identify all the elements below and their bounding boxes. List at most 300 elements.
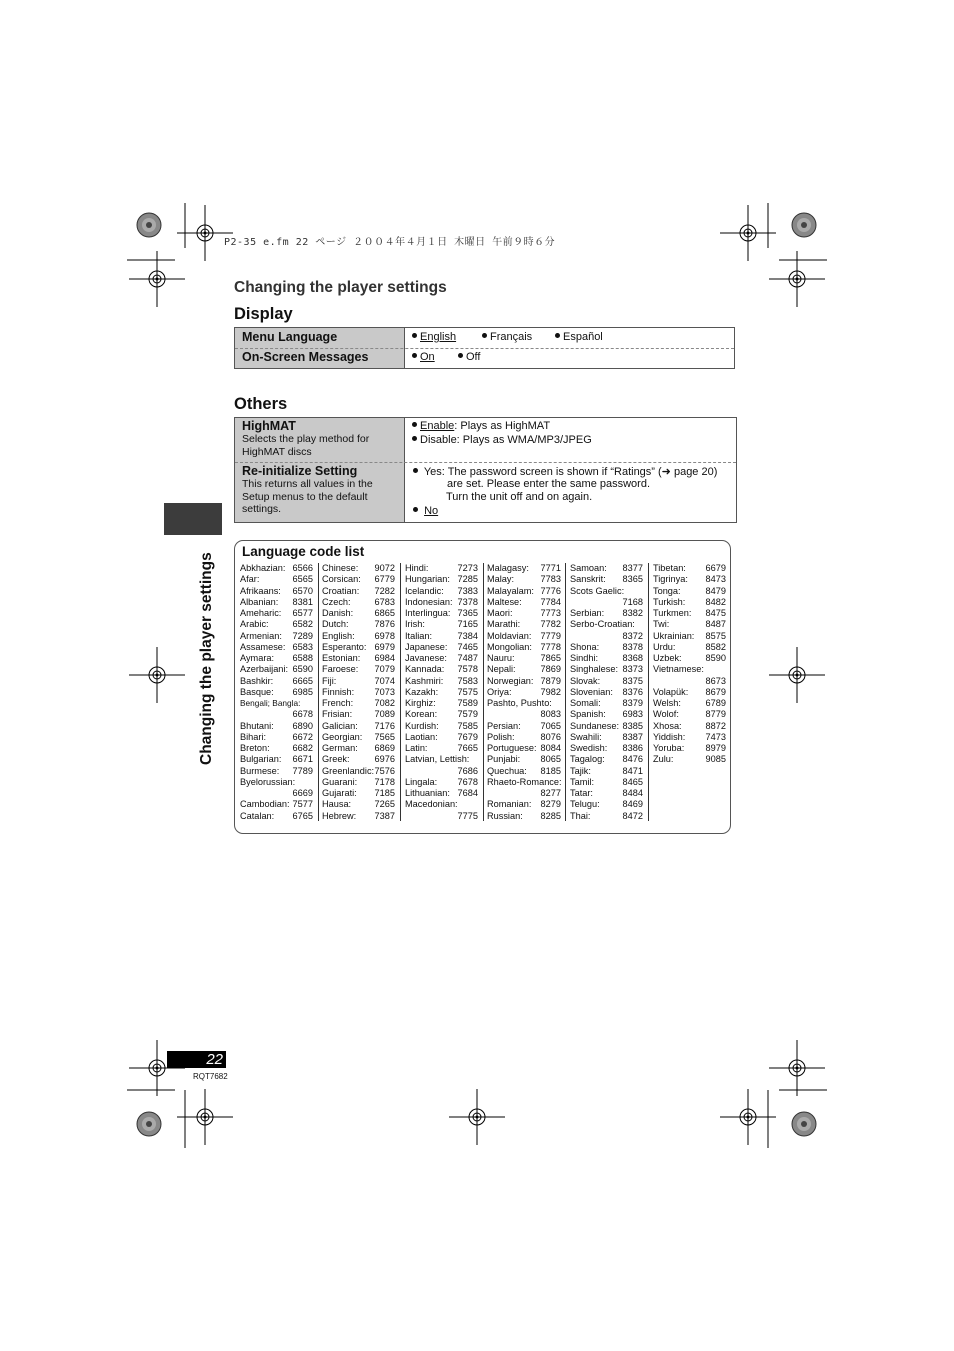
language-code: 7778 [540, 641, 561, 652]
language-code: 7679 [457, 731, 478, 742]
language-entry [570, 563, 643, 574]
language-code: 9085 [705, 754, 726, 765]
display-table [234, 327, 735, 369]
language-name: Lingala: [405, 776, 438, 787]
menu-language-option-english[interactable]: English [412, 331, 456, 343]
language-name: Sanskrit: [570, 574, 606, 585]
language-entry [405, 642, 478, 653]
language-entry [405, 653, 478, 664]
language-column-4 [487, 563, 561, 822]
language-name: Greenlandic: [322, 765, 375, 776]
language-code: 7185 [374, 788, 395, 798]
language-entry [570, 608, 643, 619]
language-code: 7771 [540, 563, 561, 573]
language-name: Shona: [570, 641, 600, 652]
language-name: Tigrinya: [653, 574, 688, 585]
language-code: 6985 [292, 686, 313, 697]
language-entry [487, 563, 561, 574]
language-name: Rhaeto-Romance: [487, 776, 562, 787]
language-entry [653, 642, 726, 653]
language-code: 7273 [457, 563, 478, 573]
language-entry [405, 574, 478, 585]
language-code: 7282 [374, 585, 395, 596]
highmat-option-enable[interactable]: Enable: Plays as HighMAT [412, 420, 550, 432]
language-entry [405, 721, 478, 732]
language-code: 6783 [374, 596, 395, 607]
page-number: 22 [167, 1051, 226, 1068]
language-entry [322, 732, 395, 743]
language-entry [487, 811, 561, 822]
language-name: Georgian: [322, 731, 363, 742]
language-entry [405, 799, 478, 810]
language-entry [653, 664, 726, 675]
language-name: Norwegian: [487, 675, 534, 686]
language-code: 6865 [374, 608, 395, 618]
language-name: Serbo-Croatian: [570, 619, 635, 630]
language-entry [487, 676, 561, 687]
language-name: Hindi: [405, 563, 429, 573]
onscreen-option-off[interactable]: Off [458, 351, 480, 363]
language-entry [322, 799, 395, 810]
language-name: Thai: [570, 810, 591, 821]
language-code: 8375 [622, 675, 643, 686]
row-divider [235, 348, 734, 349]
language-name: Fiji: [322, 675, 337, 686]
language-code: 6984 [374, 653, 395, 663]
language-name: Bashkir: [240, 675, 274, 686]
language-name: Portuguese: [487, 743, 537, 753]
language-code: 6779 [374, 574, 395, 585]
language-code: 6678 [292, 709, 313, 720]
language-code: 8484 [622, 788, 643, 798]
language-name: Kirghiz: [405, 698, 436, 708]
language-name: Greek: [322, 754, 350, 765]
language-name: Moldavian: [487, 630, 532, 641]
language-entry [322, 597, 395, 608]
language-name: Assamese: [240, 641, 286, 652]
language-entry [570, 811, 643, 822]
language-code: 7579 [457, 709, 478, 720]
language-code: 6682 [292, 743, 313, 753]
language-entry [322, 811, 395, 822]
language-name: Azerbaijani: [240, 664, 289, 675]
language-entry [487, 653, 561, 664]
language-entry [487, 799, 561, 810]
language-entry [487, 709, 561, 720]
language-name: Chinese: [322, 563, 359, 573]
language-name: Tatar: [570, 788, 593, 798]
language-code: 8465 [622, 776, 643, 787]
language-entry [570, 766, 643, 777]
language-code: 8582 [705, 641, 726, 652]
language-name: Turkmen: [653, 608, 692, 618]
language-entry [487, 766, 561, 777]
language-code: 7073 [374, 686, 395, 697]
language-code: 6588 [292, 653, 313, 663]
reinit-label [242, 464, 392, 516]
language-entry [653, 743, 726, 754]
language-name: Punjabi: [487, 754, 521, 765]
language-code: 8482 [705, 596, 726, 607]
language-code: 7678 [457, 776, 478, 787]
language-name: Hausa: [322, 799, 352, 810]
language-name: Somali: [570, 698, 601, 708]
language-code: 8372 [622, 630, 643, 641]
language-entry [570, 732, 643, 743]
language-code: 7982 [540, 686, 561, 697]
language-entry [322, 788, 395, 799]
language-entry [322, 664, 395, 675]
language-entry [405, 754, 478, 765]
language-name: Romanian: [487, 799, 532, 810]
highmat-option-disable[interactable]: Disable: Plays as WMA/MP3/JPEG [412, 434, 592, 446]
language-name: Croatian: [322, 585, 360, 596]
language-code: 7684 [457, 788, 478, 798]
highmat-label [242, 419, 392, 458]
language-entry [653, 732, 726, 743]
language-name: Kurdish: [405, 720, 439, 731]
language-code: 7079 [374, 664, 395, 675]
language-name: Swahili: [570, 731, 602, 742]
language-entry [487, 619, 561, 630]
language-code: 7473 [705, 731, 726, 742]
language-entry [322, 586, 395, 597]
language-entry [322, 676, 395, 687]
language-code: 9072 [374, 563, 395, 573]
language-entry [240, 608, 313, 619]
language-entry [240, 754, 313, 765]
language-entry [405, 676, 478, 687]
language-code: 8378 [622, 641, 643, 652]
language-code: 6979 [374, 641, 395, 652]
language-name: Tamil: [570, 776, 594, 787]
language-entry [487, 754, 561, 765]
language-entry [322, 777, 395, 788]
language-code: 6890 [292, 720, 313, 731]
language-name: Javanese: [405, 653, 447, 663]
language-entry [487, 664, 561, 675]
language-name: Bengali; Bangla: [240, 698, 301, 708]
language-code: 6976 [374, 754, 395, 765]
language-code: 8487 [705, 619, 726, 630]
language-entry [653, 586, 726, 597]
language-name: Kazakh: [405, 686, 439, 697]
language-code: 7585 [457, 720, 478, 731]
language-name: Estonian: [322, 653, 361, 663]
language-entry [653, 676, 726, 687]
language-code: 8472 [622, 810, 643, 821]
language-entry [570, 687, 643, 698]
side-section-title: Changing the player settings [198, 552, 215, 765]
language-name: Yiddish: [653, 731, 686, 742]
language-name: Guarani: [322, 776, 358, 787]
language-name: Armenian: [240, 630, 282, 641]
language-entry [240, 676, 313, 687]
bullet-icon [482, 333, 487, 338]
reinit-desc: This returns all values in the Setup menus to the default settings. [242, 478, 373, 515]
language-name: Mongolian: [487, 641, 532, 652]
language-name: Interlingua: [405, 608, 451, 618]
language-code: 6577 [292, 608, 313, 618]
language-name: Italian: [405, 630, 433, 641]
language-name: Urdu: [653, 641, 676, 652]
language-entry [487, 574, 561, 585]
language-code: 7565 [374, 731, 395, 742]
language-entry [322, 563, 395, 574]
language-name: Hungarian: [405, 574, 450, 585]
language-name: Singhalese: [570, 664, 619, 675]
language-code: 6983 [622, 709, 643, 720]
language-code: 8368 [622, 653, 643, 663]
language-name: Samoan: [570, 563, 607, 573]
language-code: 7265 [374, 799, 395, 810]
language-entry [653, 698, 726, 709]
language-entry [405, 811, 478, 822]
language-code: 8979 [705, 743, 726, 753]
language-entry [240, 642, 313, 653]
bullet-icon [412, 333, 417, 338]
language-code: 8376 [622, 686, 643, 697]
language-code: 7879 [540, 675, 561, 686]
language-name: Aymara: [240, 653, 275, 663]
language-entry [322, 574, 395, 585]
language-column-1 [240, 563, 313, 822]
language-name: Maori: [487, 608, 513, 618]
language-name: French: [322, 698, 354, 708]
language-name: Latin: [405, 743, 428, 753]
language-code: 6789 [705, 698, 726, 708]
language-code: 7773 [540, 608, 561, 618]
language-name: Xhosa: [653, 720, 682, 731]
language-entry [322, 653, 395, 664]
language-entry [653, 709, 726, 720]
language-entry [487, 586, 561, 597]
language-entry [240, 597, 313, 608]
language-code: 7387 [374, 810, 395, 821]
reinit-yes-line2: are set. Please enter the same password. [447, 478, 650, 490]
language-code: 8475 [705, 608, 726, 618]
language-code: 8386 [622, 743, 643, 753]
language-name: Turkish: [653, 596, 686, 607]
language-entry [653, 563, 726, 574]
language-name: Malayalam: [487, 585, 534, 596]
language-name: Spanish: [570, 709, 606, 720]
language-code: 8673 [705, 675, 726, 686]
language-entry [405, 586, 478, 597]
language-name: Afrikaans: [240, 585, 281, 596]
display-heading: Display [234, 305, 293, 323]
language-code-list-heading: Language code list [242, 544, 365, 559]
language-code: 7176 [374, 720, 395, 731]
language-code: 7285 [457, 574, 478, 585]
language-name: Faroese: [322, 664, 359, 675]
language-name: Ameharic: [240, 608, 282, 618]
language-name: Bhutani: [240, 720, 274, 731]
language-name: Zulu: [653, 754, 674, 765]
language-name: Esperanto: [322, 641, 367, 652]
language-code: 6583 [292, 641, 313, 652]
language-entry [570, 653, 643, 664]
highmat-desc: Selects the play method for HighMAT discs [242, 433, 370, 458]
language-name: Galician: [322, 720, 358, 731]
language-code: 7378 [457, 596, 478, 607]
language-name: Tibetan: [653, 563, 686, 573]
language-entry [240, 619, 313, 630]
language-entry [405, 777, 478, 788]
language-code: 6566 [292, 563, 313, 573]
language-name: Japanese: [405, 641, 448, 652]
language-name: Dutch: [322, 619, 349, 630]
language-entry [405, 743, 478, 754]
language-column-5 [570, 563, 643, 822]
language-name: Vietnamese: [653, 664, 704, 675]
language-name: Danish: [322, 608, 354, 618]
language-name: Ukrainian: [653, 630, 695, 641]
others-heading: Others [234, 395, 288, 413]
language-code: 6565 [292, 574, 313, 585]
language-entry [322, 608, 395, 619]
language-entry [653, 619, 726, 630]
bullet-icon [412, 353, 417, 358]
language-code: 8471 [622, 765, 643, 776]
language-code: 7576 [374, 765, 395, 776]
language-code: 6570 [292, 585, 313, 596]
language-name: English: [322, 630, 355, 641]
language-name: Volapük: [653, 686, 689, 697]
row-divider [235, 462, 736, 463]
language-entry [570, 754, 643, 765]
language-name: Malagasy: [487, 563, 529, 573]
language-name: Irish: [405, 619, 425, 630]
language-code: 7465 [457, 641, 478, 652]
language-entry [653, 597, 726, 608]
language-name: Afar: [240, 574, 260, 585]
language-name: Persian: [487, 720, 521, 731]
language-entry [240, 811, 313, 822]
highmat-title: HighMAT [242, 419, 296, 433]
language-code: 8365 [622, 574, 643, 585]
language-entry [240, 574, 313, 585]
language-entry [405, 597, 478, 608]
language-code: 6978 [374, 630, 395, 641]
language-code: 7074 [374, 675, 395, 686]
language-entry [240, 687, 313, 698]
language-entry [653, 754, 726, 765]
language-entry [570, 619, 643, 630]
language-entry [487, 777, 561, 788]
language-entry [570, 698, 643, 709]
column-divider [648, 563, 649, 821]
language-entry [322, 642, 395, 653]
language-code: 8476 [622, 754, 643, 765]
language-code: 7383 [457, 585, 478, 596]
language-code: 8590 [705, 653, 726, 663]
language-name: Yoruba: [653, 743, 685, 753]
language-code: 8076 [540, 731, 561, 742]
language-name: Quechua: [487, 765, 527, 776]
language-entry [487, 597, 561, 608]
language-code: 8387 [622, 731, 643, 742]
reinit-yes-line3: Turn the unit off and on again. [446, 491, 593, 503]
language-entry [570, 597, 643, 608]
language-name: Corsican: [322, 574, 361, 585]
language-name: Marathi: [487, 619, 521, 630]
language-entry [570, 721, 643, 732]
language-code: 8379 [622, 698, 643, 708]
bullet-icon [413, 507, 418, 512]
language-entry [653, 721, 726, 732]
language-name: Hebrew: [322, 810, 357, 821]
language-code: 8385 [622, 720, 643, 731]
language-name: Nauru: [487, 653, 515, 663]
language-name: Abkhazian: [240, 563, 286, 573]
language-name: Swedish: [570, 743, 608, 753]
reinit-option-yes[interactable]: Yes: The password screen is shown if “Ratings” (➜ page 20) [413, 465, 717, 478]
language-name: Gujarati: [322, 788, 357, 798]
language-code: 8473 [705, 574, 726, 585]
language-name: Byelorussian: [240, 776, 296, 787]
language-name: Slovak: [570, 675, 601, 686]
language-code: 8065 [540, 754, 561, 765]
menu-language-option-espanol[interactable]: Español [555, 331, 603, 343]
language-entry [487, 721, 561, 732]
language-entry [570, 574, 643, 585]
language-code: 6665 [292, 675, 313, 686]
column-divider [318, 563, 319, 821]
reinit-title: Re-initialize Setting [242, 464, 358, 478]
column-divider [483, 563, 484, 821]
language-entry [405, 619, 478, 630]
bullet-icon [413, 468, 418, 473]
language-entry [405, 698, 478, 709]
language-entry [487, 608, 561, 619]
language-code: 6765 [292, 810, 313, 821]
language-name: Indonesian: [405, 596, 453, 607]
language-name: Kannada: [405, 664, 445, 675]
language-code: 7686 [457, 765, 478, 776]
language-entry [487, 631, 561, 642]
language-code: 7876 [374, 619, 395, 630]
onscreen-option-on[interactable]: On [412, 351, 435, 363]
language-entry [322, 743, 395, 754]
language-name: Cambodian: [240, 799, 290, 810]
language-code: 8084 [540, 743, 561, 753]
language-code: 8083 [540, 709, 561, 720]
language-entry [487, 698, 561, 709]
language-name: Lithuanian: [405, 788, 450, 798]
menu-language-option-francais[interactable]: Français [482, 331, 532, 343]
others-table [234, 417, 737, 523]
reinit-option-no[interactable]: No [413, 505, 438, 517]
language-entry [570, 709, 643, 720]
language-name: Tonga: [653, 585, 681, 596]
language-entry [240, 777, 313, 788]
language-code: 8185 [540, 765, 561, 776]
menu-language-label: Menu Language [242, 330, 338, 344]
language-name: Finnish: [322, 686, 355, 697]
language-code: 7665 [457, 743, 478, 753]
language-entry [322, 754, 395, 765]
language-code: 7779 [540, 630, 561, 641]
language-name: Korean: [405, 709, 438, 720]
language-code: 7583 [457, 675, 478, 686]
language-name: Pashto, Pushto: [487, 698, 552, 708]
language-entry [570, 676, 643, 687]
language-entry [653, 608, 726, 619]
language-entry [322, 721, 395, 732]
language-name: Wolof: [653, 709, 679, 720]
language-name: Bihari: [240, 731, 267, 742]
